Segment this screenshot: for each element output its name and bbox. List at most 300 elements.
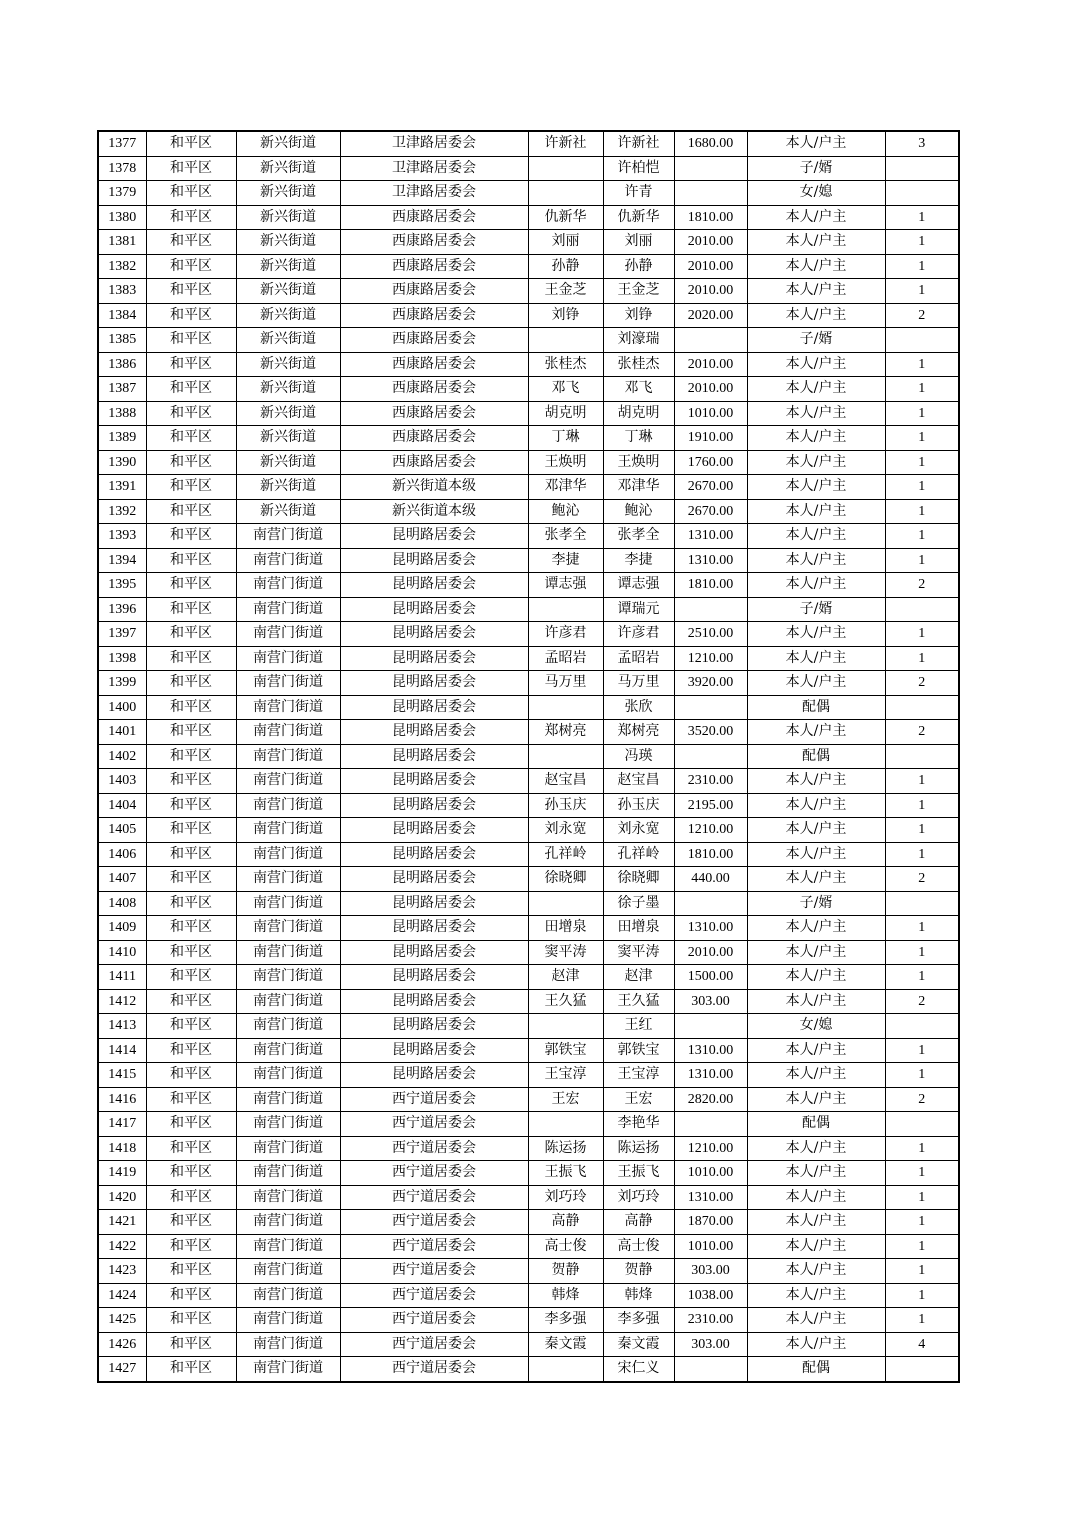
relation-cell: 本人/户主: [747, 1210, 885, 1235]
applicant-cell: 孙玉庆: [528, 793, 603, 818]
applicant-cell: 许新社: [528, 131, 603, 156]
committee-cell: 新兴街道本级: [340, 499, 528, 524]
household-count-cell: 2: [885, 867, 959, 892]
applicant-cell: [528, 744, 603, 769]
household-count-cell: 1: [885, 1308, 959, 1333]
applicant-cell: [528, 597, 603, 622]
household-count-cell: 1: [885, 1283, 959, 1308]
street-cell: 新兴街道: [236, 279, 340, 304]
amount-cell: [674, 1357, 747, 1382]
row-number-cell: 1410: [98, 940, 146, 965]
street-cell: 南营门街道: [236, 744, 340, 769]
relation-cell: 子/婿: [747, 156, 885, 181]
member-name-cell: 赵宝昌: [603, 769, 674, 794]
committee-cell: 昆明路居委会: [340, 548, 528, 573]
relation-cell: 本人/户主: [747, 279, 885, 304]
street-cell: 新兴街道: [236, 156, 340, 181]
street-cell: 南营门街道: [236, 1332, 340, 1357]
district-cell: 和平区: [146, 1210, 236, 1235]
committee-cell: 昆明路居委会: [340, 646, 528, 671]
amount-cell: [674, 181, 747, 206]
table-row: [98, 1332, 959, 1357]
street-cell: 新兴街道: [236, 303, 340, 328]
relation-cell: 本人/户主: [747, 720, 885, 745]
district-cell: 和平区: [146, 254, 236, 279]
member-name-cell: 丁琳: [603, 426, 674, 451]
table-row: [98, 1038, 959, 1063]
committee-cell: 西康路居委会: [340, 352, 528, 377]
table-row: [98, 793, 959, 818]
household-count-cell: 4: [885, 1332, 959, 1357]
applicant-cell: 郭铁宝: [528, 1038, 603, 1063]
committee-cell: 昆明路居委会: [340, 989, 528, 1014]
row-number-cell: 1427: [98, 1357, 146, 1382]
street-cell: 南营门街道: [236, 916, 340, 941]
amount-cell: [674, 328, 747, 353]
table-row: [98, 1234, 959, 1259]
street-cell: 南营门街道: [236, 1357, 340, 1382]
table-row: [98, 671, 959, 696]
applicant-cell: 王宝淳: [528, 1063, 603, 1088]
household-count-cell: 1: [885, 916, 959, 941]
applicant-cell: [528, 1357, 603, 1382]
household-count-cell: 1: [885, 769, 959, 794]
relation-cell: 配偶: [747, 1357, 885, 1382]
committee-cell: 西康路居委会: [340, 279, 528, 304]
street-cell: 南营门街道: [236, 597, 340, 622]
member-name-cell: 孙静: [603, 254, 674, 279]
committee-cell: 昆明路居委会: [340, 916, 528, 941]
amount-cell: 3520.00: [674, 720, 747, 745]
applicant-cell: 王焕明: [528, 450, 603, 475]
amount-cell: [674, 156, 747, 181]
member-name-cell: 秦文霞: [603, 1332, 674, 1357]
applicant-cell: 郑树亮: [528, 720, 603, 745]
relation-cell: 本人/户主: [747, 1234, 885, 1259]
member-name-cell: 许彦君: [603, 622, 674, 647]
amount-cell: 2010.00: [674, 230, 747, 255]
district-cell: 和平区: [146, 744, 236, 769]
street-cell: 南营门街道: [236, 622, 340, 647]
table-row: [98, 131, 959, 156]
street-cell: 南营门街道: [236, 965, 340, 990]
relation-cell: 本人/户主: [747, 377, 885, 402]
relation-cell: 本人/户主: [747, 916, 885, 941]
relation-cell: 本人/户主: [747, 450, 885, 475]
household-count-cell: 1: [885, 548, 959, 573]
row-number-cell: 1421: [98, 1210, 146, 1235]
amount-cell: 1310.00: [674, 1038, 747, 1063]
street-cell: 南营门街道: [236, 524, 340, 549]
street-cell: 新兴街道: [236, 475, 340, 500]
district-cell: 和平区: [146, 1185, 236, 1210]
member-name-cell: 张孝全: [603, 524, 674, 549]
row-number-cell: 1394: [98, 548, 146, 573]
district-cell: 和平区: [146, 181, 236, 206]
household-count-cell: 1: [885, 1185, 959, 1210]
amount-cell: 303.00: [674, 1332, 747, 1357]
street-cell: 南营门街道: [236, 1014, 340, 1039]
table-row: [98, 891, 959, 916]
relation-cell: 本人/户主: [747, 524, 885, 549]
household-count-cell: [885, 156, 959, 181]
applicant-cell: 高士俊: [528, 1234, 603, 1259]
table-row: [98, 1283, 959, 1308]
amount-cell: 440.00: [674, 867, 747, 892]
district-cell: 和平区: [146, 793, 236, 818]
household-count-cell: 1: [885, 205, 959, 230]
row-number-cell: 1416: [98, 1087, 146, 1112]
table-row: [98, 965, 959, 990]
district-cell: 和平区: [146, 1357, 236, 1382]
row-number-cell: 1420: [98, 1185, 146, 1210]
district-cell: 和平区: [146, 720, 236, 745]
household-count-cell: 2: [885, 573, 959, 598]
committee-cell: 卫津路居委会: [340, 156, 528, 181]
district-cell: 和平区: [146, 156, 236, 181]
committee-cell: 西宁道居委会: [340, 1357, 528, 1382]
committee-cell: 昆明路居委会: [340, 695, 528, 720]
table-row: [98, 940, 959, 965]
member-name-cell: 王久猛: [603, 989, 674, 1014]
amount-cell: 1680.00: [674, 131, 747, 156]
committee-cell: 西康路居委会: [340, 254, 528, 279]
member-name-cell: 张桂杰: [603, 352, 674, 377]
district-cell: 和平区: [146, 475, 236, 500]
amount-cell: 3920.00: [674, 671, 747, 696]
relation-cell: 子/婿: [747, 891, 885, 916]
street-cell: 南营门街道: [236, 646, 340, 671]
row-number-cell: 1404: [98, 793, 146, 818]
table-row: [98, 646, 959, 671]
relation-cell: 本人/户主: [747, 769, 885, 794]
district-cell: 和平区: [146, 842, 236, 867]
relation-cell: 配偶: [747, 1112, 885, 1137]
street-cell: 新兴街道: [236, 377, 340, 402]
street-cell: 新兴街道: [236, 205, 340, 230]
relation-cell: 本人/户主: [747, 1063, 885, 1088]
district-cell: 和平区: [146, 499, 236, 524]
committee-cell: 西宁道居委会: [340, 1161, 528, 1186]
household-count-cell: 1: [885, 1210, 959, 1235]
member-name-cell: 胡克明: [603, 401, 674, 426]
district-cell: 和平区: [146, 524, 236, 549]
committee-cell: 西宁道居委会: [340, 1234, 528, 1259]
district-cell: 和平区: [146, 989, 236, 1014]
street-cell: 南营门街道: [236, 1234, 340, 1259]
street-cell: 新兴街道: [236, 230, 340, 255]
table-row: [98, 695, 959, 720]
member-name-cell: 王宏: [603, 1087, 674, 1112]
member-name-cell: 孟昭岩: [603, 646, 674, 671]
member-name-cell: 许青: [603, 181, 674, 206]
applicant-cell: 胡克明: [528, 401, 603, 426]
row-number-cell: 1414: [98, 1038, 146, 1063]
district-cell: 和平区: [146, 695, 236, 720]
row-number-cell: 1397: [98, 622, 146, 647]
amount-cell: 1010.00: [674, 1161, 747, 1186]
committee-cell: 昆明路居委会: [340, 965, 528, 990]
household-count-cell: 1: [885, 352, 959, 377]
applicant-cell: 谭志强: [528, 573, 603, 598]
street-cell: 南营门街道: [236, 1063, 340, 1088]
amount-cell: 1870.00: [674, 1210, 747, 1235]
relation-cell: 本人/户主: [747, 1259, 885, 1284]
household-count-cell: 2: [885, 303, 959, 328]
amount-cell: 2010.00: [674, 352, 747, 377]
table-row: [98, 279, 959, 304]
row-number-cell: 1419: [98, 1161, 146, 1186]
table-row: [98, 1136, 959, 1161]
household-count-cell: 1: [885, 1063, 959, 1088]
row-number-cell: 1399: [98, 671, 146, 696]
committee-cell: 西宁道居委会: [340, 1332, 528, 1357]
street-cell: 南营门街道: [236, 1283, 340, 1308]
table-row: [98, 181, 959, 206]
member-name-cell: 李捷: [603, 548, 674, 573]
amount-cell: 2820.00: [674, 1087, 747, 1112]
district-cell: 和平区: [146, 1308, 236, 1333]
row-number-cell: 1401: [98, 720, 146, 745]
member-name-cell: 孔祥岭: [603, 842, 674, 867]
row-number-cell: 1390: [98, 450, 146, 475]
row-number-cell: 1412: [98, 989, 146, 1014]
table-row: [98, 1185, 959, 1210]
household-count-cell: 2: [885, 720, 959, 745]
relation-cell: 本人/户主: [747, 671, 885, 696]
row-number-cell: 1408: [98, 891, 146, 916]
row-number-cell: 1425: [98, 1308, 146, 1333]
committee-cell: 卫津路居委会: [340, 181, 528, 206]
district-cell: 和平区: [146, 131, 236, 156]
applicant-cell: 李多强: [528, 1308, 603, 1333]
household-count-cell: 1: [885, 499, 959, 524]
member-name-cell: 陈运扬: [603, 1136, 674, 1161]
applicant-cell: 马万里: [528, 671, 603, 696]
row-number-cell: 1395: [98, 573, 146, 598]
committee-cell: 昆明路居委会: [340, 524, 528, 549]
committee-cell: 昆明路居委会: [340, 1038, 528, 1063]
relation-cell: 本人/户主: [747, 230, 885, 255]
relation-cell: 本人/户主: [747, 205, 885, 230]
district-cell: 和平区: [146, 1332, 236, 1357]
table-row: [98, 1112, 959, 1137]
applicant-cell: 邓飞: [528, 377, 603, 402]
relation-cell: 本人/户主: [747, 475, 885, 500]
district-cell: 和平区: [146, 965, 236, 990]
member-name-cell: 王金芝: [603, 279, 674, 304]
street-cell: 南营门街道: [236, 867, 340, 892]
committee-cell: 昆明路居委会: [340, 671, 528, 696]
district-cell: 和平区: [146, 1283, 236, 1308]
household-count-cell: 1: [885, 377, 959, 402]
committee-cell: 西宁道居委会: [340, 1210, 528, 1235]
applicant-cell: 许彦君: [528, 622, 603, 647]
member-name-cell: 孙玉庆: [603, 793, 674, 818]
relation-cell: 女/媳: [747, 181, 885, 206]
committee-cell: 新兴街道本级: [340, 475, 528, 500]
committee-cell: 西康路居委会: [340, 426, 528, 451]
row-number-cell: 1400: [98, 695, 146, 720]
member-name-cell: 徐子墨: [603, 891, 674, 916]
row-number-cell: 1418: [98, 1136, 146, 1161]
household-count-cell: 1: [885, 646, 959, 671]
applicant-cell: 秦文霞: [528, 1332, 603, 1357]
applicant-cell: 孟昭岩: [528, 646, 603, 671]
committee-cell: 昆明路居委会: [340, 720, 528, 745]
table-row: [98, 475, 959, 500]
amount-cell: 1310.00: [674, 1063, 747, 1088]
member-name-cell: 邓津华: [603, 475, 674, 500]
row-number-cell: 1388: [98, 401, 146, 426]
street-cell: 新兴街道: [236, 450, 340, 475]
applicant-cell: 李捷: [528, 548, 603, 573]
street-cell: 南营门街道: [236, 1112, 340, 1137]
row-number-cell: 1391: [98, 475, 146, 500]
applicant-cell: 刘永宽: [528, 818, 603, 843]
household-count-cell: 1: [885, 401, 959, 426]
applicant-cell: [528, 891, 603, 916]
committee-cell: 西康路居委会: [340, 230, 528, 255]
member-name-cell: 郭铁宝: [603, 1038, 674, 1063]
applicant-cell: 孔祥岭: [528, 842, 603, 867]
relation-cell: 本人/户主: [747, 1087, 885, 1112]
member-name-cell: 李艳华: [603, 1112, 674, 1137]
table-row: [98, 1259, 959, 1284]
amount-cell: [674, 1014, 747, 1039]
applicant-cell: 丁琳: [528, 426, 603, 451]
member-name-cell: 刘濠瑞: [603, 328, 674, 353]
district-cell: 和平区: [146, 891, 236, 916]
district-cell: 和平区: [146, 1234, 236, 1259]
amount-cell: 1310.00: [674, 916, 747, 941]
district-cell: 和平区: [146, 426, 236, 451]
amount-cell: 2020.00: [674, 303, 747, 328]
amount-cell: 1210.00: [674, 818, 747, 843]
table-row: [98, 818, 959, 843]
street-cell: 南营门街道: [236, 1038, 340, 1063]
applicant-cell: 赵津: [528, 965, 603, 990]
relation-cell: 本人/户主: [747, 1161, 885, 1186]
street-cell: 南营门街道: [236, 793, 340, 818]
district-cell: 和平区: [146, 940, 236, 965]
member-name-cell: 鲍沁: [603, 499, 674, 524]
district-cell: 和平区: [146, 352, 236, 377]
applicant-cell: 赵宝昌: [528, 769, 603, 794]
household-count-cell: 1: [885, 1161, 959, 1186]
committee-cell: 昆明路居委会: [340, 818, 528, 843]
committee-cell: 昆明路居委会: [340, 597, 528, 622]
committee-cell: 西宁道居委会: [340, 1087, 528, 1112]
household-count-cell: [885, 891, 959, 916]
applicant-cell: [528, 1112, 603, 1137]
row-number-cell: 1403: [98, 769, 146, 794]
amount-cell: 1760.00: [674, 450, 747, 475]
household-count-cell: [885, 597, 959, 622]
member-name-cell: 冯瑛: [603, 744, 674, 769]
applicant-cell: 韩烽: [528, 1283, 603, 1308]
household-count-cell: 1: [885, 1234, 959, 1259]
amount-cell: 1310.00: [674, 1185, 747, 1210]
relation-cell: 本人/户主: [747, 499, 885, 524]
street-cell: 南营门街道: [236, 1185, 340, 1210]
relation-cell: 本人/户主: [747, 352, 885, 377]
district-cell: 和平区: [146, 205, 236, 230]
district-cell: 和平区: [146, 573, 236, 598]
household-count-cell: [885, 1357, 959, 1382]
applicant-cell: [528, 328, 603, 353]
member-name-cell: 窦平涛: [603, 940, 674, 965]
district-cell: 和平区: [146, 1063, 236, 1088]
relation-cell: 本人/户主: [747, 426, 885, 451]
table-row: [98, 254, 959, 279]
relation-cell: 本人/户主: [747, 842, 885, 867]
household-count-cell: [885, 328, 959, 353]
district-cell: 和平区: [146, 597, 236, 622]
street-cell: 南营门街道: [236, 1136, 340, 1161]
table-row: [98, 597, 959, 622]
row-number-cell: 1422: [98, 1234, 146, 1259]
relation-cell: 配偶: [747, 695, 885, 720]
amount-cell: 1810.00: [674, 205, 747, 230]
row-number-cell: 1377: [98, 131, 146, 156]
row-number-cell: 1406: [98, 842, 146, 867]
row-number-cell: 1413: [98, 1014, 146, 1039]
committee-cell: 西康路居委会: [340, 377, 528, 402]
amount-cell: 1038.00: [674, 1283, 747, 1308]
street-cell: 南营门街道: [236, 1087, 340, 1112]
member-name-cell: 田增泉: [603, 916, 674, 941]
relation-cell: 本人/户主: [747, 401, 885, 426]
committee-cell: 西康路居委会: [340, 450, 528, 475]
committee-cell: 西宁道居委会: [340, 1112, 528, 1137]
member-name-cell: 高士俊: [603, 1234, 674, 1259]
district-cell: 和平区: [146, 671, 236, 696]
relation-cell: 本人/户主: [747, 940, 885, 965]
row-number-cell: 1386: [98, 352, 146, 377]
street-cell: 新兴街道: [236, 328, 340, 353]
street-cell: 南营门街道: [236, 769, 340, 794]
street-cell: 南营门街道: [236, 720, 340, 745]
committee-cell: 卫津路居委会: [340, 131, 528, 156]
table-row: [98, 401, 959, 426]
committee-cell: 昆明路居委会: [340, 793, 528, 818]
household-count-cell: 3: [885, 131, 959, 156]
district-cell: 和平区: [146, 818, 236, 843]
table-row: [98, 842, 959, 867]
table-row: [98, 1161, 959, 1186]
member-name-cell: 高静: [603, 1210, 674, 1235]
household-count-cell: 1: [885, 1259, 959, 1284]
member-name-cell: 赵津: [603, 965, 674, 990]
amount-cell: [674, 695, 747, 720]
row-number-cell: 1382: [98, 254, 146, 279]
committee-cell: 西宁道居委会: [340, 1308, 528, 1333]
district-cell: 和平区: [146, 548, 236, 573]
amount-cell: [674, 1112, 747, 1137]
member-name-cell: 谭志强: [603, 573, 674, 598]
table-row: [98, 548, 959, 573]
applicant-cell: [528, 156, 603, 181]
amount-cell: 2010.00: [674, 377, 747, 402]
relation-cell: 本人/户主: [747, 818, 885, 843]
relation-cell: 本人/户主: [747, 303, 885, 328]
row-number-cell: 1392: [98, 499, 146, 524]
household-count-cell: 1: [885, 450, 959, 475]
table-row: [98, 205, 959, 230]
district-cell: 和平区: [146, 1259, 236, 1284]
row-number-cell: 1387: [98, 377, 146, 402]
